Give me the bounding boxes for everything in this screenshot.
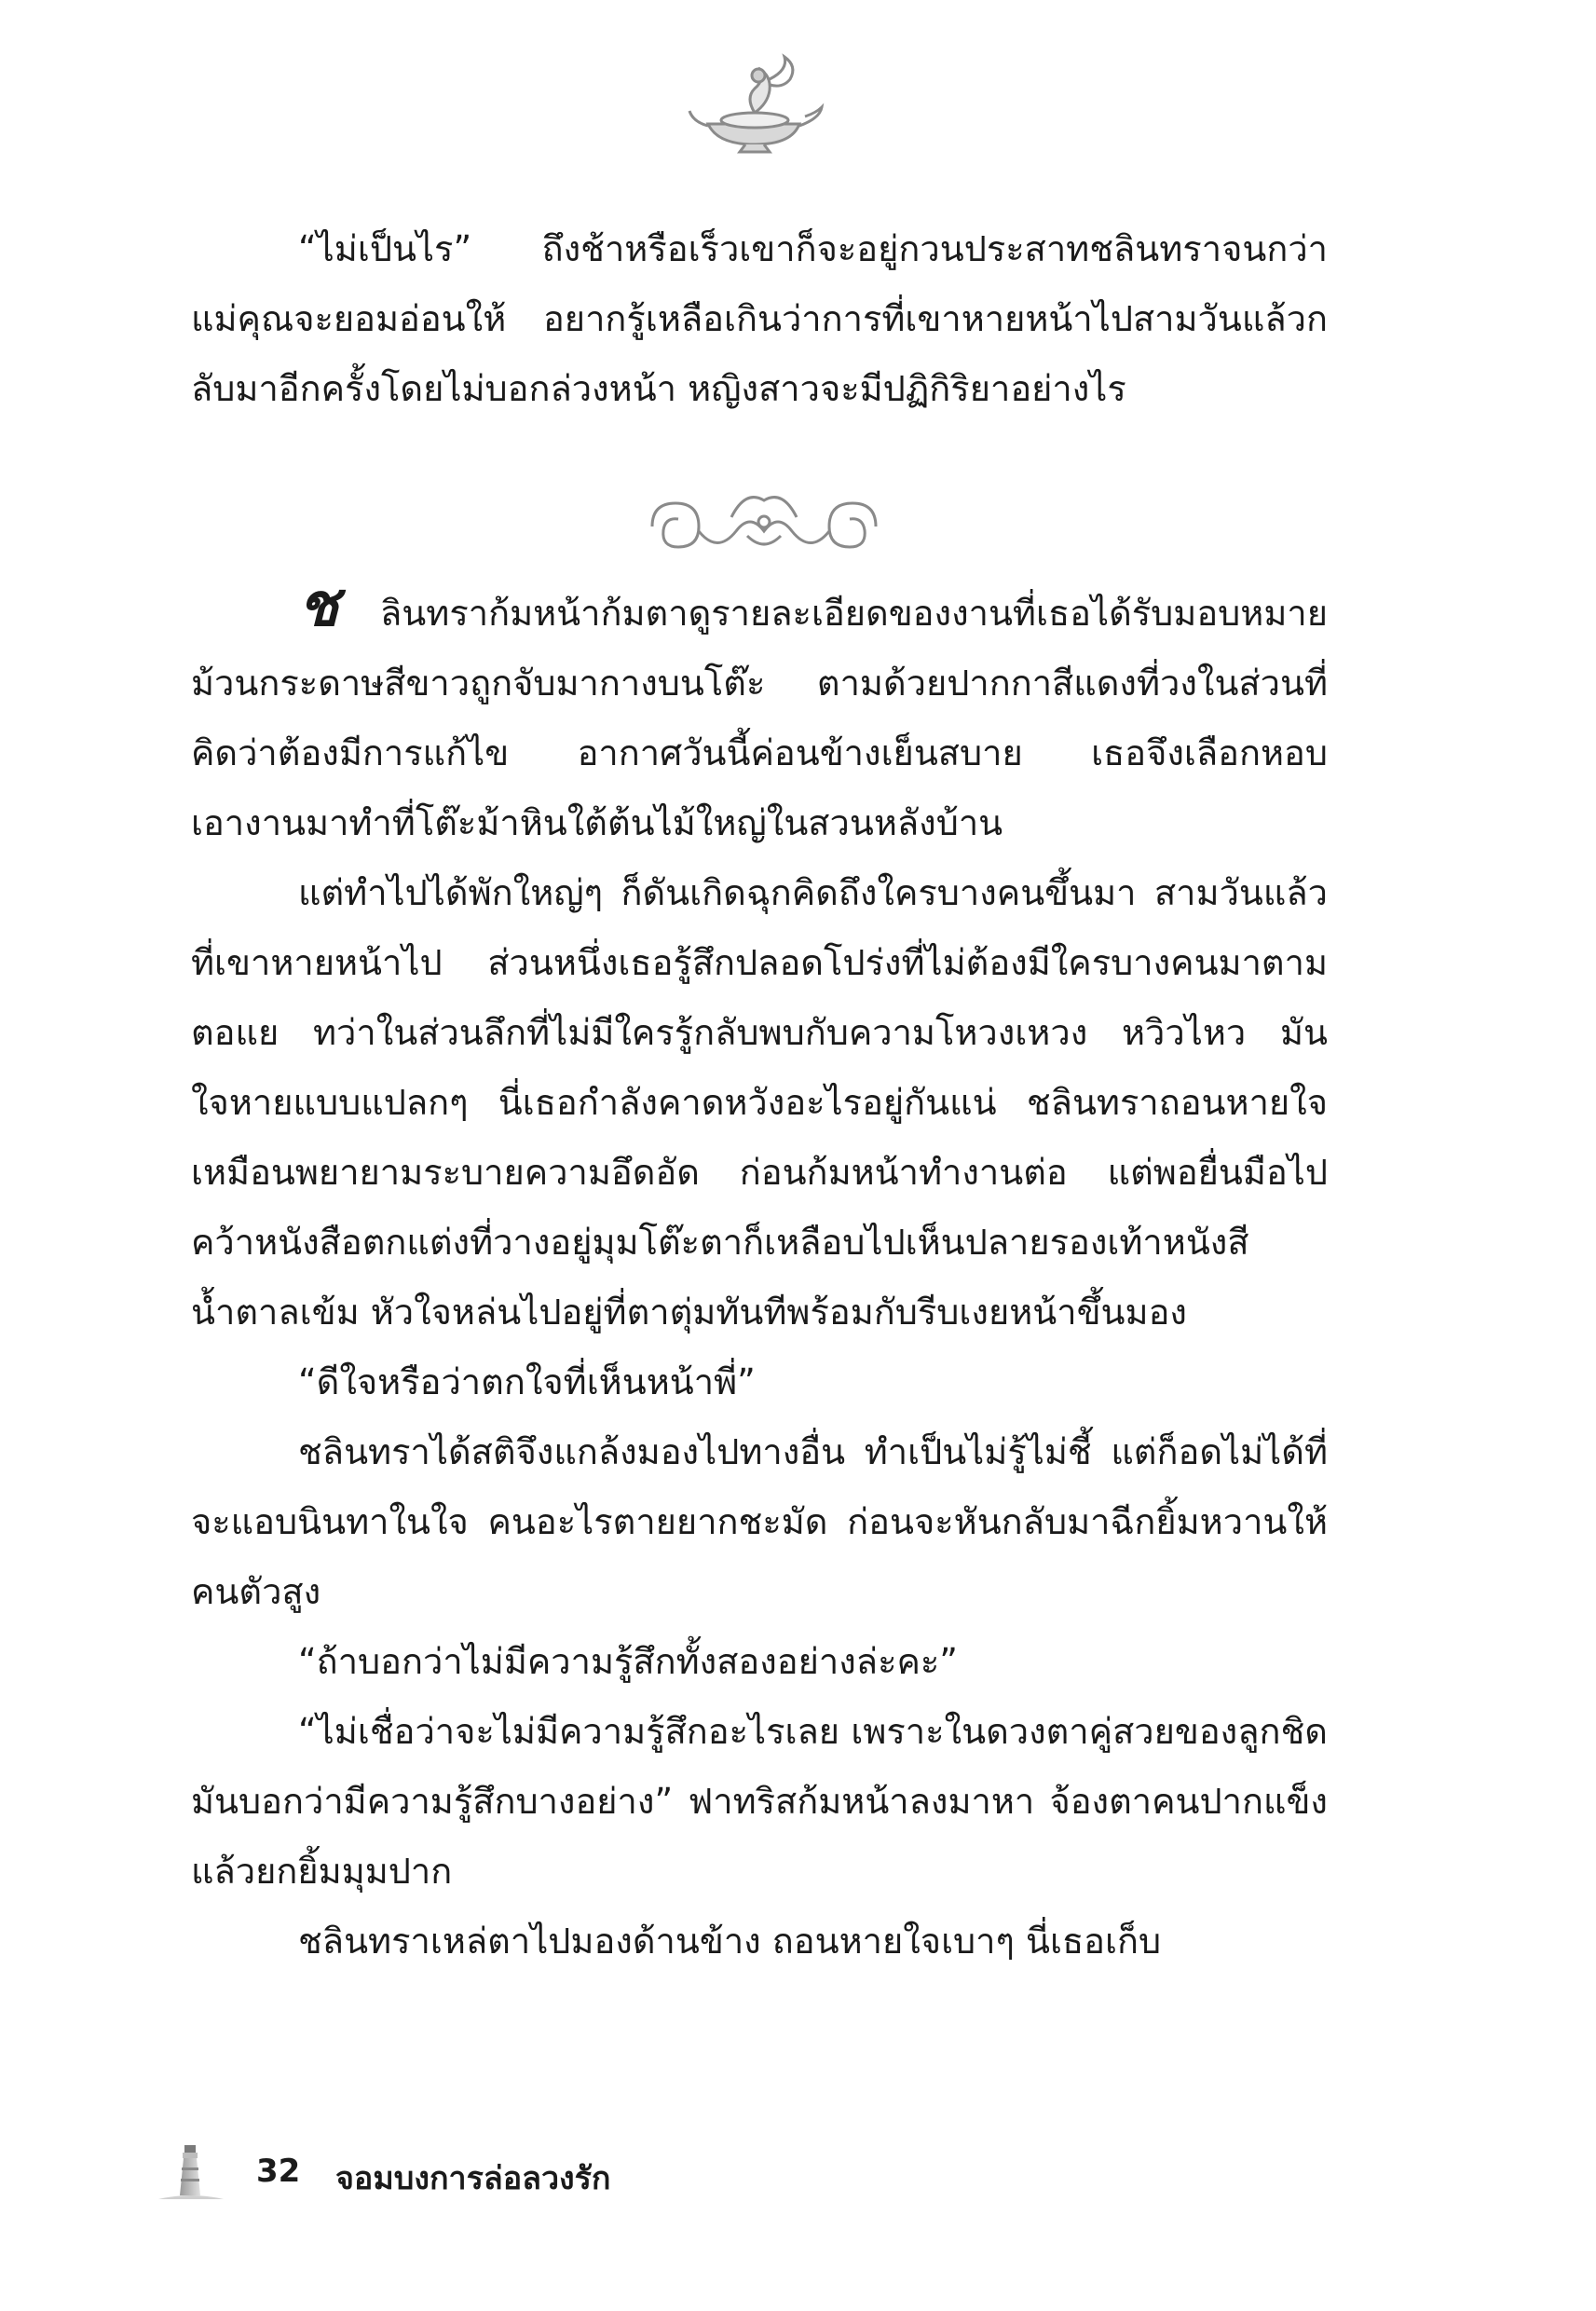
paragraph: “ไม่เป็นไร” ถึงช้าหรือเร็วเขาก็จะอยู่กวนประสาทชลินทราจนกว่าแม่คุณจะยอมอ่อนให้ อยากรู้เหลือเกินว่าการที่เขาหายหน้าไปสามวันแล้วกลับมาอีกครั้งโดยไม่บอกล่วงหน้า หญิงสาวจะมีปฏิกิริยาอย่างไร bbox=[191, 228, 1328, 409]
paragraph: แต่ทำไปได้พักใหญ่ๆ ก็ดันเกิดฉุกคิดถึงใครบางคนขึ้นมา สามวันแล้วที่เขาหายหน้าไป ส่วนหนึ่งเธอรู้สึกปลอดโปร่งที่ไม่ต้องมีใครบางคนมาตามตอแย ทว่าในส่วนลึกที่ไม่มีใครรู้กลับพบกับความโหวงเหวง หวิวไหว มันใจหายแบบแปลกๆ นี่เธอกำลังคาดหวังอะไรอยู่กันแน่ ชลินทราถอนหายใจเหมือนพยายามระบายความอึดอัด ก่อนก้มหน้าทำงานต่อ แต่พอยื่นมือไปคว้าหนังสือตกแต่งที่วางอยู่มุมโต๊ะตาก็เหลือบไปเห็นปลายรองเท้าหนังสีน้ำตาลเข้ม หัวใจหล่นไปอยู่ที่ตาตุ่มทันทีพร้อมกับรีบเงยหน้าขึ้นมอง bbox=[191, 872, 1328, 1333]
flourish-divider-icon bbox=[634, 480, 894, 564]
paragraph-first-rest: ลินทราก้มหน้าก้มตาดูรายละเอียดของงานที่เธอได้รับมอบหมาย ม้วนกระดาษสีขาวถูกจับมากางบนโต๊ะ ตามด้วยปากกาสีแดงที่วงในส่วนที่คิดว่าต้องมีการแก้ไข อากาศวันนี้ค่อนข้างเย็นสบาย เธอจึงเลือกหอบเอางานมาทำที่โต๊ะม้าหินใต้ต้นไม้ใหญ่ในสวนหลังบ้าน bbox=[191, 593, 1328, 843]
text-block-top bbox=[191, 214, 1328, 424]
paragraph: ชลินทราได้สติจึงแกล้งมองไปทางอื่น ทำเป็นไม่รู้ไม่ชี้ แต่ก็อดไม่ได้ที่จะแอบนินทาในใจ คนอะไรตายยากชะมัด ก่อนจะหันกลับมาฉีกยิ้มหวานให้คนตัวสูง bbox=[191, 1431, 1328, 1612]
paragraph: “ถ้าบอกว่าไม่มีความรู้สึกทั้งสองอย่างล่ะคะ” bbox=[298, 1641, 958, 1682]
genie-lamp-icon bbox=[680, 51, 829, 154]
page-number: 32 bbox=[256, 2153, 301, 2190]
book-title: จอมบงการล่อลวงรัก bbox=[335, 2160, 611, 2197]
paragraph: “ไม่เชื่อว่าจะไม่มีความรู้สึกอะไรเลย เพราะในดวงตาคู่สวยของลูกชิดมันบอกว่ามีความรู้สึกบางอย่าง” ฟาทริสก้มหน้าลงมาหา จ้องตาคนปากแข็งแล้วยกยิ้มมุมปาก bbox=[191, 1711, 1328, 1892]
paragraph-first bbox=[191, 570, 1328, 858]
paragraph: “ดีใจหรือว่าตกใจที่เห็นหน้าพี่” bbox=[298, 1361, 756, 1402]
page-footer bbox=[158, 2143, 717, 2199]
text-block-main bbox=[191, 570, 1328, 1976]
drop-cap: ช bbox=[298, 570, 339, 640]
lighthouse-icon bbox=[158, 2143, 224, 2201]
paragraph: ชลินทราเหล่ตาไปมองด้านข้าง ถอนหายใจเบาๆ นี่เธอเก็บ bbox=[298, 1921, 1162, 1962]
